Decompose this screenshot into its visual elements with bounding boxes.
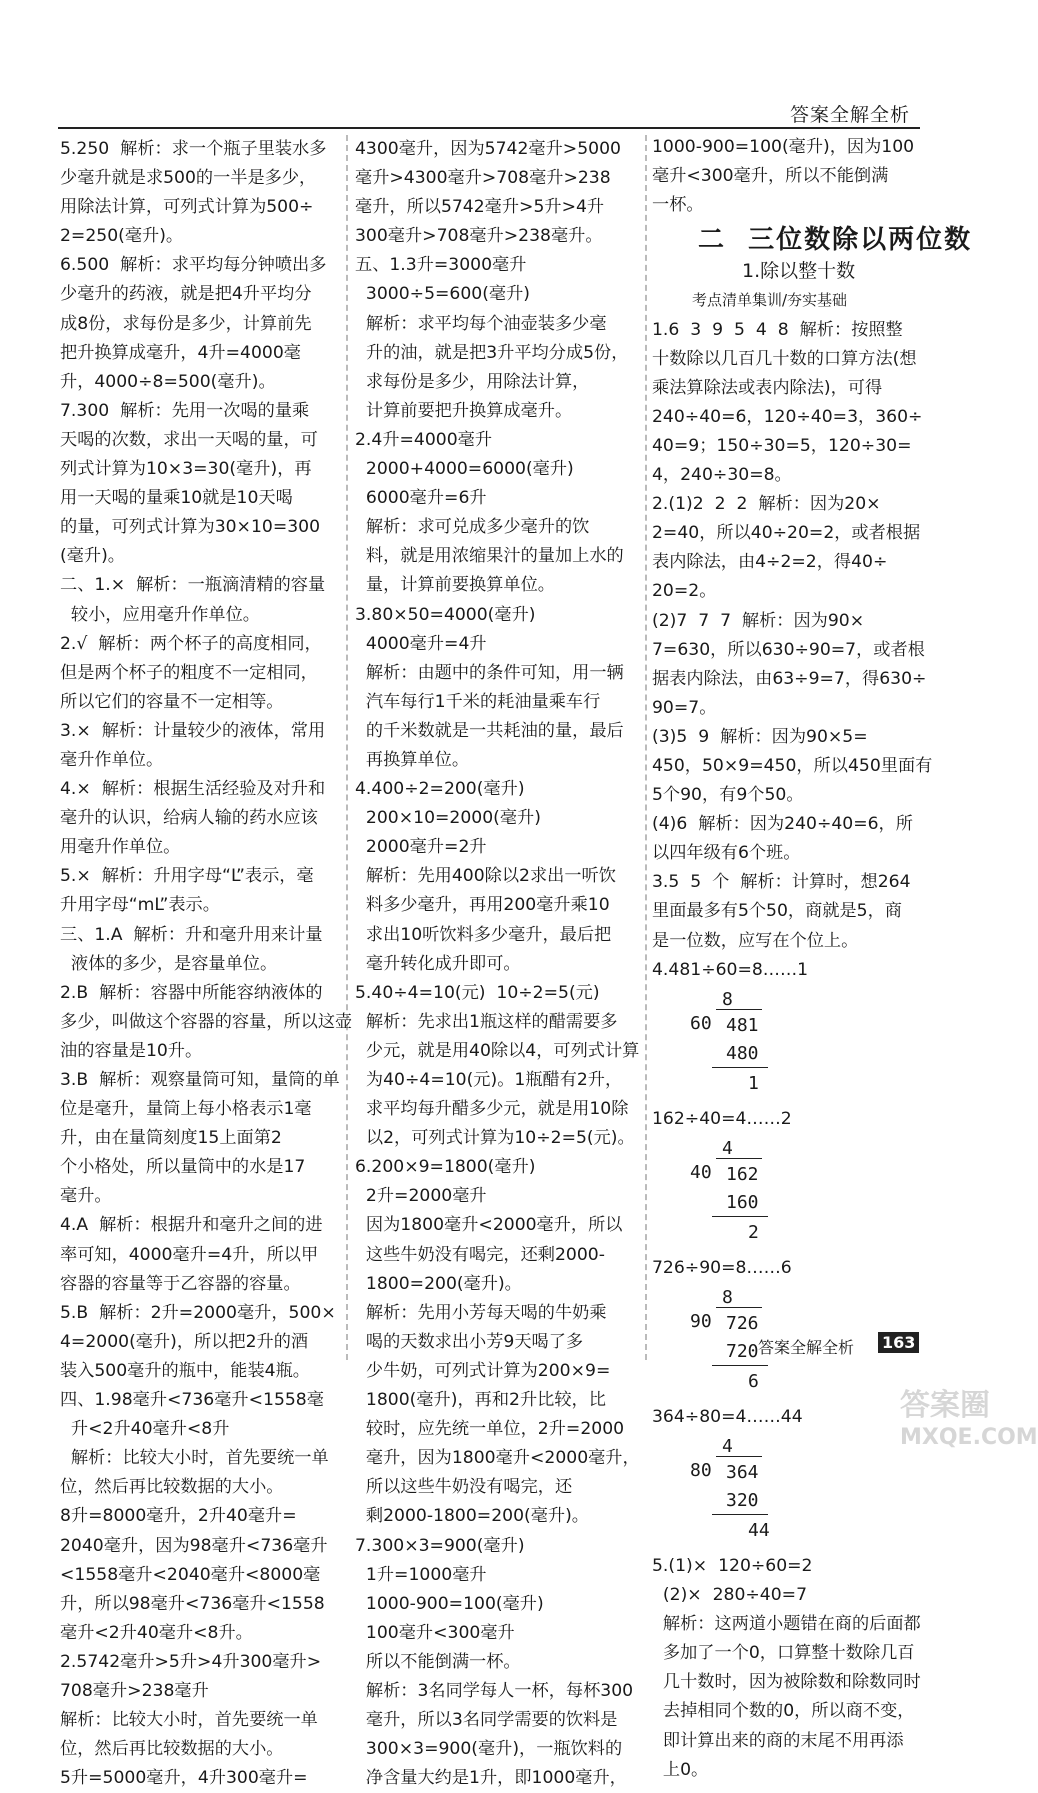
- text-line: 求每份是多少，用除法计算，: [355, 371, 590, 392]
- text-line: 乘法算除法或表内除法)，可得: [652, 377, 883, 398]
- text-line: 4=2000(毫升)，所以把2升的酒: [60, 1331, 309, 1352]
- text-line: 5.(1)× 120÷60=2: [652, 1556, 813, 1576]
- text-line: 升，由在量筒刻度15上面第2: [60, 1128, 282, 1149]
- text-line: 1800(毫升)，再和2升比较，比: [355, 1390, 606, 1411]
- column-divider: [346, 135, 348, 1360]
- text-line: 2=40，所以40÷20=2，或者根据: [652, 523, 921, 544]
- footer-label: 答案全解全析: [758, 1338, 855, 1357]
- text-line: 100毫升<300毫升: [355, 1622, 515, 1643]
- text-line: 解析：由题中的条件可知，用一辆: [355, 662, 624, 683]
- text-line: 2升=2000毫升: [355, 1186, 487, 1207]
- text-line: 多加了一个0，口算整十数除几百: [652, 1643, 915, 1664]
- text-line: 所以它们的容量不一定相等。: [60, 691, 284, 712]
- text-line: 少牛奶，可列式计算为200×9=: [355, 1360, 611, 1381]
- text-line: 几十数时，因为被除数和除数同时: [652, 1672, 921, 1693]
- text-line: 解析：3名同学每人一杯，每杯300: [355, 1680, 634, 1701]
- text-line: 率可知，4000毫升=4升，所以甲: [60, 1244, 319, 1265]
- text-line: 的千米数就是一共耗油的量，最后: [355, 720, 624, 741]
- text-line: 毫升，因为1800毫升<2000毫升，: [355, 1448, 640, 1469]
- text-line: 5.× 解析：升用字母“L”表示，毫: [60, 866, 314, 887]
- text-line: 所以不能倒满一杯。: [355, 1651, 521, 1672]
- header-rule: [58, 127, 920, 129]
- text-line: 毫升，所以5742毫升>5升>4升: [355, 197, 605, 218]
- text-line: 较小，应用毫升作单位。: [60, 604, 260, 625]
- long-division: [652, 985, 952, 1105]
- text-line: 用除法计算，可列式计算为500÷: [60, 197, 314, 218]
- text-line: 个小格处，所以量筒中的水是17: [60, 1157, 306, 1178]
- text-line: 7.300×3=900(毫升): [355, 1535, 525, 1556]
- division-remainder: 6: [748, 1370, 759, 1392]
- text-line: 喝的天数求出小芳9天喝了多: [355, 1331, 584, 1352]
- text-line: 5个90，有9个50。: [652, 785, 804, 806]
- text-line: 多少，叫做这个容器的容量，所以这壶: [60, 1011, 353, 1032]
- text-line: 3.80×50=4000(毫升): [355, 604, 536, 625]
- text-line: 1800=200(毫升)。: [355, 1273, 522, 1294]
- text-line: 解析：先用小芳每天喝的牛奶乘: [355, 1302, 607, 1323]
- division-divisor: 40: [690, 1161, 712, 1183]
- section-subheading: 考点清单集训/夯实基础: [692, 291, 848, 310]
- text-line: 再换算单位。: [355, 749, 470, 770]
- column-3-bottom-text: [652, 1552, 952, 1785]
- text-line: 解析：求可兑成多少毫升的饮: [355, 517, 590, 538]
- text-line: 升，4000÷8=500(毫升)。: [60, 371, 276, 392]
- text-line: 是一位数，应写在个位上。: [652, 930, 859, 951]
- division-remainder: 1: [748, 1072, 759, 1094]
- column-3-top-text: [652, 133, 952, 220]
- answer-column-1: [60, 135, 353, 1793]
- text-line: 毫升<300毫升，所以不能倒满: [652, 166, 889, 187]
- text-line: 即计算出来的商的末尾不用再添: [652, 1730, 904, 1751]
- text-line: 里面最多有5个50，商就是5，商: [652, 901, 902, 922]
- text-line: 量，计算前要换算单位。: [355, 575, 555, 596]
- text-line: 1.6 3 9 5 4 8 解析：按照整: [652, 319, 903, 340]
- text-line: 升用字母“mL”表示。: [60, 895, 220, 916]
- text-line: 2=250(毫升)。: [60, 226, 184, 247]
- text-line: 净含量大约是1升，即1000毫升，: [355, 1768, 627, 1789]
- text-line: 升的油，就是把3升平均分成5份，: [355, 342, 629, 363]
- text-line: 少毫升就是求500的一半是多少，: [60, 168, 317, 189]
- division-dividend: 162: [726, 1163, 759, 1185]
- text-line: 300毫升>708毫升>238毫升。: [355, 226, 603, 247]
- division-quotient: 8: [722, 1286, 733, 1308]
- answer-column-2: [355, 135, 645, 1793]
- division-divisor: 60: [690, 1012, 712, 1034]
- division-product-line: [712, 1067, 768, 1068]
- text-line: 上0。: [652, 1759, 709, 1780]
- text-line: 成8份，求每份是多少，计算前先: [60, 313, 312, 334]
- text-line: 240÷40=6，120÷40=3，360÷: [652, 406, 923, 427]
- text-line: 把升换算成毫升，4升=4000毫: [60, 342, 301, 363]
- division-quotient-bar: [716, 1456, 762, 1457]
- division-equation: 726÷90=8……6: [652, 1257, 792, 1278]
- division-product-line: [712, 1514, 768, 1515]
- text-line: 解析：先用400除以2求出一听饮: [355, 866, 616, 887]
- division-quotient-bar: [716, 1158, 762, 1159]
- division-product: 480: [726, 1042, 759, 1064]
- text-line: 200×10=2000(毫升): [355, 808, 541, 829]
- text-line: 解析：求平均每个油壶装多少毫: [355, 313, 607, 334]
- text-line: 汽车每行1千米的耗油量乘车行: [355, 691, 601, 712]
- section-subtitle: 1.除以整十数: [742, 260, 856, 283]
- division-divisor: 80: [690, 1460, 712, 1481]
- text-line: 毫升，所以3名同学需要的饮料是: [355, 1710, 618, 1731]
- text-line: 4300毫升，因为5742毫升>5000: [355, 139, 621, 159]
- text-line: 毫升作单位。: [60, 749, 164, 770]
- text-line: 1000-900=100(毫升): [355, 1593, 544, 1614]
- text-line: 计算前要把升换算成毫升。: [355, 400, 573, 421]
- text-line: 450，50×9=450，所以450里面有: [652, 755, 933, 776]
- text-line: 解析：比较大小时，首先要统一单: [60, 1448, 329, 1469]
- division-product-line: [712, 1365, 768, 1366]
- division-product: 720: [726, 1340, 759, 1362]
- text-line: 6.200×9=1800(毫升): [355, 1157, 536, 1178]
- text-line: 5升=5000毫升，4升300毫升=: [60, 1768, 308, 1789]
- text-line: 1000-900=100(毫升)，因为100: [652, 137, 915, 157]
- text-line: 少毫升的药液，就是把4升平均分: [60, 284, 312, 305]
- division-remainder: 44: [748, 1520, 770, 1541]
- text-line: 四、1.98毫升<736毫升<1558毫: [60, 1390, 324, 1411]
- text-line: 2.B 解析：容器中所能容纳液体的: [60, 982, 323, 1003]
- text-line: 7.300 解析：先用一次喝的量乘: [60, 400, 310, 421]
- text-line: 2.5742毫升>5升>4升300毫升>: [60, 1651, 322, 1672]
- text-line: 解析：这两道小题错在商的后面都: [652, 1614, 921, 1635]
- text-line: 毫升。: [60, 1186, 112, 1207]
- division-equation: 162÷40=4……2: [652, 1108, 792, 1129]
- division-remainder: 2: [748, 1221, 759, 1243]
- text-line: 90=7。: [652, 697, 717, 718]
- text-line: 二、1.× 解析：一瓶滴清精的容量: [60, 575, 326, 596]
- watermark-url: MXQE.COM: [900, 1425, 1038, 1450]
- text-line: <1558毫升<2040毫升<8000毫: [60, 1564, 321, 1585]
- text-line: 2.√ 解析：两个杯子的高度相同，: [60, 633, 322, 654]
- text-line: (2)× 280÷40=7: [652, 1585, 808, 1606]
- text-line: 所以这些牛奶没有喝完，还: [355, 1477, 573, 1498]
- text-line: 天喝的次数，求出一天喝的量，可: [60, 429, 318, 450]
- header-title: 答案全解全析: [790, 104, 911, 126]
- text-line: 较时，应先统一单位，2升=2000: [355, 1419, 625, 1440]
- division-quotient: 8: [722, 988, 733, 1010]
- text-line: 容器的容量等于乙容器的容量。: [60, 1273, 301, 1294]
- division-product: 320: [726, 1490, 759, 1511]
- text-line: 料，就是用浓缩果汁的量加上水的: [355, 546, 624, 567]
- text-line: 5.40÷4=10(元) 10÷2=5(元): [355, 982, 600, 1003]
- text-line: 4.400÷2=200(毫升): [355, 779, 525, 800]
- text-line: 毫升的认识，给病人输的药水应该: [60, 808, 318, 829]
- text-line: 2.4升=4000毫升: [355, 429, 493, 450]
- text-line: 以2，可列式计算为10÷2=5(元)。: [355, 1128, 635, 1149]
- text-line: 升，所以98毫升<736毫升<1558: [60, 1593, 325, 1614]
- text-line: 5.250 解析：求一个瓶子里装水多: [60, 139, 327, 159]
- text-line: 4000毫升=4升: [355, 633, 487, 654]
- text-line: 装入500毫升的瓶中，能装4瓶。: [60, 1360, 310, 1381]
- text-line: 708毫升>238毫升: [60, 1680, 209, 1701]
- text-line: 位，然后再比较数据的大小。: [60, 1477, 284, 1498]
- text-line: 这些牛奶没有喝完，还剩2000-: [355, 1244, 605, 1265]
- text-line: 五、1.3升=3000毫升: [355, 255, 527, 276]
- division-equation: 364÷80=4……44: [652, 1406, 803, 1427]
- division-quotient: 4: [722, 1436, 733, 1457]
- text-line: 毫升转化成升即可。: [355, 953, 521, 974]
- text-line: 的量，可列式计算为30×10=300: [60, 517, 321, 538]
- text-line: 40=9；150÷30=5，120÷30=: [652, 435, 912, 456]
- column-divider: [645, 135, 647, 1360]
- text-line: 用一天喝的量乘10就是10天喝: [60, 488, 293, 509]
- division-equation: 4.481÷60=8……1: [652, 959, 809, 980]
- division-divisor: 90: [690, 1310, 712, 1332]
- division-quotient: 4: [722, 1137, 733, 1159]
- text-line: 3.× 解析：计量较少的液体，常用: [60, 720, 326, 741]
- text-line: 因为1800毫升<2000毫升，所以: [355, 1215, 623, 1236]
- text-line: (3)5 9 解析：因为90×5=: [652, 726, 868, 747]
- text-line: (毫升)。: [60, 546, 125, 567]
- text-line: 6000毫升=6升: [355, 488, 487, 509]
- text-line: (2)7 7 7 解析：因为90×: [652, 610, 865, 631]
- text-line: 3.B 解析：观察量筒可知，量筒的单: [60, 1070, 340, 1090]
- text-line: 解析：先求出1瓶这样的醋需要多: [355, 1011, 618, 1032]
- text-line: 毫升>4300毫升>708毫升>238: [355, 168, 611, 189]
- text-line: 6.500 解析：求平均每分钟喷出多: [60, 255, 327, 276]
- text-line: 一杯。: [652, 195, 704, 216]
- text-line: 8升=8000毫升，2升40毫升=: [60, 1506, 297, 1527]
- text-line: 求出10听饮料多少毫升，最后把: [355, 924, 612, 945]
- text-line: 料多少毫升，再用200毫升乘10: [355, 895, 610, 916]
- division-dividend: 481: [726, 1014, 759, 1036]
- text-line: 位是毫升，量筒上每小格表示1毫: [60, 1099, 312, 1120]
- text-line: 去掉相同个数的0，所以商不变，: [652, 1701, 915, 1722]
- text-line: 4，240÷30=8。: [652, 465, 792, 486]
- text-line: 1升=1000毫升: [355, 1564, 487, 1585]
- long-division-list: [652, 956, 952, 1552]
- text-line: 2.(1)2 2 2 解析：因为20×: [652, 494, 881, 515]
- text-line: 油的容量是10升。: [60, 1040, 203, 1061]
- watermark-logo: 答案圈: [900, 1388, 990, 1423]
- text-line: 5.B 解析：2升=2000毫升，500×: [60, 1302, 336, 1323]
- text-line: 少元，就是用40除以4，可列式计算: [355, 1040, 640, 1061]
- text-line: 20=2。: [652, 581, 717, 602]
- page-number: 163: [878, 1332, 919, 1353]
- division-quotient-bar: [716, 1307, 762, 1308]
- text-line: 为40÷4=10(元)。1瓶醋有2升，: [355, 1070, 623, 1090]
- text-line: 位，然后再比较数据的大小。: [60, 1739, 284, 1760]
- text-line: 三、1.A 解析：升和毫升用来计量: [60, 924, 323, 945]
- text-line: 求平均每升醋多少元，就是用10除: [355, 1099, 629, 1120]
- text-line: 剩2000-1800=200(毫升)。: [355, 1506, 589, 1527]
- text-line: 2000毫升=2升: [355, 837, 487, 858]
- text-line: 据表内除法，由63÷9=7，得630÷: [652, 668, 927, 689]
- text-line: 用毫升作单位。: [60, 837, 181, 858]
- text-line: 300×3=900(毫升)，一瓶饮料的: [355, 1739, 623, 1760]
- text-line: 3.5 5 个 解析：计算时，想264: [652, 872, 911, 893]
- text-line: 液体的多少，是容量单位。: [60, 953, 278, 974]
- division-product: 160: [726, 1191, 759, 1213]
- text-line: 升<2升40毫升<8升: [60, 1419, 230, 1440]
- division-quotient-bar: [716, 1009, 762, 1010]
- division-dividend: 726: [726, 1312, 759, 1334]
- text-line: 2000+4000=6000(毫升): [355, 459, 574, 480]
- division-product-line: [712, 1216, 768, 1217]
- long-division: [652, 1432, 952, 1552]
- text-line: 4.× 解析：根据生活经验及对升和: [60, 779, 326, 800]
- column-3-mid-text: [652, 316, 952, 956]
- text-line: 但是两个杯子的粗度不一定相同，: [60, 662, 318, 683]
- text-line: (4)6 解析：因为240÷40=6，所: [652, 814, 913, 835]
- section-title: 二 三位数除以两位数: [698, 225, 973, 256]
- text-line: 4.A 解析：根据升和毫升之间的进: [60, 1215, 323, 1236]
- text-line: 表内除法，由4÷2=2，得40÷: [652, 552, 888, 573]
- text-line: 2040毫升，因为98毫升<736毫升: [60, 1535, 328, 1556]
- division-dividend: 364: [726, 1462, 759, 1483]
- text-line: 毫升<2升40毫升<8升。: [60, 1622, 253, 1643]
- text-line: 3000÷5=600(毫升): [355, 284, 530, 305]
- text-line: 解析：比较大小时，首先要统一单: [60, 1710, 318, 1731]
- text-line: 十数除以几百几十数的口算方法(想: [652, 348, 917, 369]
- text-line: 以四年级有6个班。: [652, 843, 801, 864]
- text-line: 7=630，所以630÷90=7，或者根: [652, 639, 925, 660]
- text-line: 列式计算为10×3=30(毫升)，再: [60, 459, 312, 480]
- long-division: [652, 1134, 952, 1254]
